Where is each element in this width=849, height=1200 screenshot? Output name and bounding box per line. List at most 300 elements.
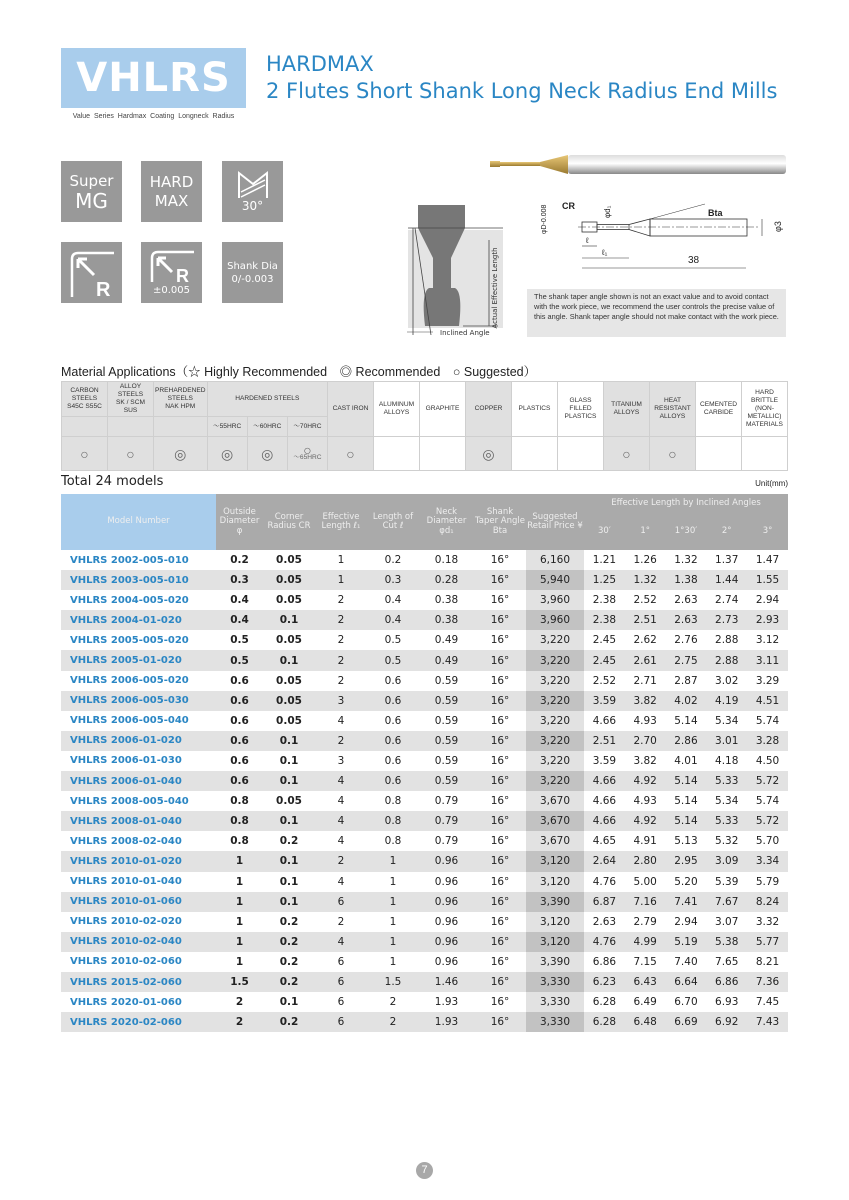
- cell-neck-diameter: 0.18: [434, 554, 459, 567]
- cell-outside-diameter: 0.5: [230, 634, 249, 647]
- cell-el-30min: 4.66: [584, 811, 625, 831]
- cell-el-3deg: 1.55: [747, 570, 788, 590]
- cell-effective-length: 4: [315, 932, 367, 952]
- col-retail-price: Suggested Retail Price ¥: [526, 494, 584, 550]
- tool-photo: [488, 150, 790, 180]
- cell-length-of-cut: 0.6: [384, 674, 402, 687]
- cell-effective-length: 4: [337, 875, 345, 888]
- cell-el-30min: 6.86: [592, 955, 617, 968]
- cell-retail-price: 3,220: [526, 630, 584, 650]
- cell-el-1deg: 3.82: [633, 754, 657, 767]
- cell-el-1deg: 4.99: [625, 932, 666, 952]
- cell-el-3deg: 7.36: [747, 972, 788, 992]
- svg-text:CR: CR: [562, 201, 575, 211]
- cell-model-number[interactable]: VHLRS 2010-01-020: [61, 851, 216, 871]
- cell-el-2deg: 2.73: [706, 610, 747, 630]
- cell-length-of-cut: 0.4: [367, 610, 419, 630]
- cell-effective-length: 2: [337, 594, 345, 607]
- mat-titanium: TITANIUM ALLOYS: [604, 382, 650, 437]
- table-row: [61, 872, 788, 892]
- radius-arrow-icon: [66, 247, 118, 299]
- cell-el-2deg: 6.92: [706, 1012, 747, 1032]
- super-mg-icon: [61, 161, 122, 222]
- cell-el-30min: 2.45: [584, 650, 625, 670]
- cell-length-of-cut: 0.6: [384, 714, 402, 727]
- table-row: [61, 711, 788, 731]
- col-angle-2deg: 2°: [706, 514, 747, 550]
- cell-corner-radius: 0.1: [279, 754, 299, 767]
- cell-length-of-cut: 0.3: [367, 570, 419, 590]
- cell-el-1deg: 1.26: [633, 554, 657, 567]
- mat-copper: COPPER: [466, 382, 512, 437]
- cell-el-3deg: 4.50: [755, 754, 780, 767]
- cell-model-number[interactable]: VHLRS 2008-005-040: [70, 795, 189, 807]
- cell-el-3deg: 5.72: [747, 771, 788, 791]
- cell-el-3deg: 5.77: [747, 932, 788, 952]
- cell-el-3deg: 7.45: [755, 996, 780, 1009]
- cell-length-of-cut: 1: [389, 955, 397, 968]
- icon-text: MAX: [154, 191, 189, 210]
- cell-outside-diameter: 2: [235, 996, 244, 1009]
- cell-model-number[interactable]: VHLRS 2004-01-020: [61, 610, 216, 630]
- cell-outside-diameter: 0.6: [230, 674, 249, 687]
- tool-dimension-drawing: [520, 200, 790, 275]
- cell-length-of-cut: 0.8: [384, 795, 402, 808]
- table-row: [61, 691, 788, 711]
- table-row: [61, 590, 788, 610]
- table-row: [61, 952, 788, 972]
- cell-el-1deg30: 5.19: [666, 932, 707, 952]
- mark-carbon: ○: [62, 437, 108, 471]
- cell-effective-length: 2: [315, 610, 367, 630]
- cell-el-30min: 4.65: [592, 835, 617, 848]
- cell-el-1deg30: 5.14: [666, 771, 707, 791]
- mat-alloy-steels: ALLOY STEELS SK / SCM SUS: [108, 382, 154, 417]
- series-logo-text: VHLRS: [76, 55, 231, 101]
- cell-shank-taper-angle: 16°: [474, 731, 526, 751]
- cell-model-number[interactable]: VHLRS 2010-01-040: [70, 876, 182, 888]
- shank-taper-note: The shank taper angle shown is not an exact value and to avoid contact with the work piece, we recommend the user controls the precise value of this angle. Shank taper angle should not make contact with the work piece.: [527, 289, 786, 337]
- hardmax-coating-icon: [141, 161, 202, 222]
- cell-retail-price: 3,220: [526, 751, 584, 771]
- cell-shank-taper-angle: 16°: [474, 811, 526, 831]
- cell-retail-price: 3,330: [526, 1012, 584, 1032]
- cell-corner-radius: 0.05: [276, 795, 302, 808]
- cell-length-of-cut: 1.5: [367, 972, 419, 992]
- cell-retail-price: 3,390: [526, 892, 584, 912]
- cell-el-1deg: 2.51: [625, 610, 666, 630]
- cell-el-3deg: 3.11: [747, 650, 788, 670]
- cell-model-number[interactable]: VHLRS 2006-01-030: [70, 755, 182, 767]
- cell-el-30min: 4.66: [592, 714, 617, 727]
- svg-text:Inclined Angle: Inclined Angle: [440, 329, 490, 337]
- cell-model-number[interactable]: VHLRS 2005-01-020: [61, 650, 216, 670]
- cell-outside-diameter: 1: [235, 955, 244, 968]
- cell-model-number[interactable]: VHLRS 2004-005-020: [70, 594, 189, 606]
- cell-model-number[interactable]: VHLRS 2006-005-040: [70, 715, 189, 727]
- cell-neck-diameter: 0.96: [434, 915, 459, 928]
- radius-tolerance-icon: [141, 242, 202, 303]
- cell-el-3deg: 4.51: [747, 691, 788, 711]
- cell-model-number[interactable]: VHLRS 2006-005-020: [70, 675, 189, 687]
- cell-retail-price: 3,330: [526, 972, 584, 992]
- cell-el-2deg: 5.38: [706, 932, 747, 952]
- cell-corner-radius: 0.05: [276, 674, 302, 687]
- cell-neck-diameter: 0.96: [434, 875, 459, 888]
- cell-neck-diameter: 0.49: [434, 634, 459, 647]
- table-row: [61, 892, 788, 912]
- cell-el-1deg30: 2.63: [674, 594, 698, 607]
- cell-el-3deg: 5.79: [755, 875, 780, 888]
- icon-text: MG: [75, 188, 108, 213]
- cell-neck-diameter: 0.38: [419, 610, 474, 630]
- cell-el-2deg: 7.65: [715, 955, 739, 968]
- icon-text: Shank Dia: [227, 260, 278, 272]
- mark-copper: ◎: [466, 437, 512, 471]
- cell-effective-length: 4: [337, 795, 345, 808]
- cell-el-2deg: 4.19: [706, 691, 747, 711]
- cell-shank-taper-angle: 16°: [490, 835, 510, 848]
- cell-length-of-cut: 0.6: [367, 731, 419, 751]
- cell-shank-taper-angle: 16°: [474, 650, 526, 670]
- cell-el-1deg: 6.43: [625, 972, 666, 992]
- cell-el-3deg: 3.34: [747, 851, 788, 871]
- cell-corner-radius: 0.1: [263, 811, 315, 831]
- cell-effective-length: 2: [337, 634, 345, 647]
- cell-outside-diameter: 1: [216, 851, 263, 871]
- table-row: [61, 731, 788, 751]
- cell-effective-length: 4: [337, 714, 345, 727]
- cell-el-3deg: 2.93: [747, 610, 788, 630]
- cell-length-of-cut: 1: [367, 851, 419, 871]
- cell-length-of-cut: 1: [367, 932, 419, 952]
- cell-retail-price: 3,670: [526, 811, 584, 831]
- icon-text: HARD: [149, 172, 194, 191]
- cell-el-1deg: 4.93: [633, 714, 657, 727]
- cell-corner-radius: 0.1: [279, 875, 299, 888]
- cell-outside-diameter: 0.8: [230, 835, 249, 848]
- col-inclined-angles: Effective Length by Inclined Angles: [584, 494, 788, 514]
- cell-el-30min: 6.28: [584, 1012, 625, 1032]
- cell-effective-length: 3: [337, 754, 345, 767]
- cell-el-30min: 6.28: [592, 996, 617, 1009]
- cell-effective-length: 2: [337, 915, 345, 928]
- icon-text: Super: [69, 171, 114, 190]
- cell-el-1deg: 7.16: [625, 892, 666, 912]
- cell-neck-diameter: 0.59: [419, 731, 474, 751]
- cell-el-2deg: 5.34: [715, 795, 739, 808]
- cell-retail-price: 3,390: [526, 952, 584, 972]
- col-effective-length: Effective Length ℓ₁: [315, 494, 367, 550]
- page-number: 7: [416, 1162, 433, 1179]
- cell-el-1deg30: 2.63: [666, 610, 707, 630]
- cell-model-number[interactable]: VHLRS 2006-005-030: [61, 691, 216, 711]
- inclined-angle-diagram: [403, 200, 511, 340]
- cell-el-3deg: 2.94: [755, 594, 780, 607]
- table-row: [61, 671, 788, 691]
- cell-el-3deg: 3.29: [755, 674, 780, 687]
- cell-model-number[interactable]: VHLRS 2010-02-020: [70, 916, 182, 928]
- cell-retail-price: 3,670: [526, 831, 584, 851]
- cell-shank-taper-angle: 16°: [474, 691, 526, 711]
- cell-model-number[interactable]: VHLRS 2020-02-060: [61, 1012, 216, 1032]
- cell-outside-diameter: 0.3: [216, 570, 263, 590]
- mat-hardened-steels: HARDENED STEELS: [207, 382, 327, 417]
- cell-retail-price: 3,220: [526, 771, 584, 791]
- cell-outside-diameter: 0.6: [230, 714, 249, 727]
- cell-retail-price: 6,160: [526, 550, 584, 570]
- cell-corner-radius: 0.05: [276, 594, 302, 607]
- cell-el-30min: 6.87: [584, 892, 625, 912]
- table-row: [61, 972, 788, 992]
- cell-el-3deg: 7.43: [747, 1012, 788, 1032]
- cell-corner-radius: 0.05: [263, 570, 315, 590]
- cell-el-2deg: 5.33: [706, 771, 747, 791]
- cell-el-3deg: 3.28: [747, 731, 788, 751]
- cell-el-30min: 6.23: [584, 972, 625, 992]
- mat-60hrc: ～60HRC: [247, 417, 287, 437]
- svg-text:φ3: φ3: [773, 221, 783, 232]
- svg-text:R: R: [175, 266, 189, 284]
- cell-el-3deg: 5.72: [747, 811, 788, 831]
- cell-corner-radius: 0.2: [263, 932, 315, 952]
- mark-cast-iron: ○: [328, 437, 374, 471]
- cell-length-of-cut: 0.5: [367, 650, 419, 670]
- cell-effective-length: 6: [337, 996, 345, 1009]
- cell-shank-taper-angle: 16°: [490, 594, 510, 607]
- mark-aluminum: [374, 437, 420, 471]
- cell-el-1deg30: 2.86: [666, 731, 707, 751]
- cell-el-3deg: 3.32: [755, 915, 780, 928]
- mat-70hrc: ～70HRC: [287, 417, 327, 437]
- mark-60hrc: ◎: [247, 437, 287, 471]
- cell-neck-diameter: 0.59: [434, 714, 459, 727]
- cell-length-of-cut: 2: [367, 1012, 419, 1032]
- icon-text: ±0.005: [152, 285, 190, 296]
- mat-cemented-carbide: CEMENTED CARBIDE: [696, 382, 742, 437]
- cell-corner-radius: 0.05: [276, 634, 302, 647]
- cell-retail-price: 3,960: [526, 590, 584, 610]
- cell-el-2deg: 2.88: [715, 634, 739, 647]
- col-outside-diameter: Outside Diameter φ: [216, 494, 263, 550]
- cell-effective-length: 6: [315, 1012, 367, 1032]
- cell-el-1deg: 3.82: [625, 691, 666, 711]
- material-applications-title: Material Applications（☆ Highly Recommended ◎ Recommended ○ Suggested）: [61, 365, 537, 379]
- cell-model-number[interactable]: VHLRS 2020-01-060: [70, 996, 182, 1008]
- cell-el-2deg: 1.44: [706, 570, 747, 590]
- svg-text:Bta: Bta: [708, 208, 723, 218]
- cell-el-1deg30: 5.14: [674, 795, 698, 808]
- helix-30-icon: [222, 161, 283, 222]
- cell-el-1deg30: 2.76: [674, 634, 698, 647]
- cell-model-number[interactable]: VHLRS 2010-02-040: [61, 932, 216, 952]
- cell-shank-taper-angle: 16°: [490, 955, 510, 968]
- cell-outside-diameter: 0.4: [230, 594, 249, 607]
- cell-neck-diameter: 0.59: [419, 691, 474, 711]
- cell-el-1deg30: 4.01: [674, 754, 698, 767]
- cell-el-1deg: 4.91: [633, 835, 657, 848]
- mark-carbide: [696, 437, 742, 471]
- cell-el-2deg: 5.33: [706, 811, 747, 831]
- cell-outside-diameter: 0.6: [216, 731, 263, 751]
- cell-shank-taper-angle: 16°: [490, 634, 510, 647]
- cell-model-number[interactable]: VHLRS 2015-02-060: [61, 972, 216, 992]
- cell-el-2deg: 2.74: [715, 594, 739, 607]
- cell-outside-diameter: 1: [235, 915, 244, 928]
- mat-55hrc: ～55HRC: [207, 417, 247, 437]
- cell-shank-taper-angle: 16°: [474, 610, 526, 630]
- cell-outside-diameter: 0.6: [230, 754, 249, 767]
- cell-model-number[interactable]: VHLRS 2003-005-010: [61, 570, 216, 590]
- product-title: 2 Flutes Short Shank Long Neck Radius End Mills: [266, 79, 778, 103]
- spec-table: [61, 494, 788, 1032]
- cell-neck-diameter: 1.93: [434, 996, 459, 1009]
- col-angle-1deg: 1°: [625, 514, 666, 550]
- cell-corner-radius: 0.05: [276, 714, 302, 727]
- cell-el-1deg30: 2.95: [666, 851, 707, 871]
- cell-el-3deg: 5.74: [755, 795, 780, 808]
- cell-shank-taper-angle: 16°: [490, 554, 510, 567]
- cell-el-1deg: 2.62: [633, 634, 657, 647]
- cell-model-number[interactable]: VHLRS 2008-01-040: [61, 811, 216, 831]
- cell-corner-radius: 0.1: [279, 996, 299, 1009]
- mat-heat-resistant: HEAT RESISTANT ALLOYS: [650, 382, 696, 437]
- col-angle-30min: 30′: [584, 514, 625, 550]
- cell-neck-diameter: 0.96: [419, 932, 474, 952]
- cell-shank-taper-angle: 16°: [490, 915, 510, 928]
- cell-model-number[interactable]: VHLRS 2010-02-060: [70, 956, 182, 968]
- cell-el-1deg30: 2.94: [674, 915, 698, 928]
- cell-el-30min: 3.59: [592, 754, 617, 767]
- col-angle-3deg: 3°: [747, 514, 788, 550]
- cell-corner-radius: 0.05: [263, 691, 315, 711]
- cell-el-2deg: 4.18: [715, 754, 739, 767]
- corner-radius-icon: [61, 242, 122, 303]
- cell-el-1deg: 6.49: [633, 996, 657, 1009]
- cell-retail-price: 3,120: [526, 912, 584, 932]
- table-row: [61, 992, 788, 1012]
- cell-model-number[interactable]: VHLRS 2002-005-010: [70, 554, 189, 566]
- unit-label: Unit(mm): [755, 479, 788, 488]
- cell-retail-price: 3,220: [526, 650, 584, 670]
- svg-text:ℓ: ℓ: [586, 236, 589, 245]
- cell-length-of-cut: 0.8: [367, 811, 419, 831]
- mark-heat: ○: [650, 437, 696, 471]
- cell-effective-length: 6: [337, 955, 345, 968]
- table-row: [61, 751, 788, 771]
- cell-retail-price: 3,330: [526, 992, 584, 1012]
- cell-corner-radius: 0.1: [263, 892, 315, 912]
- cell-el-2deg: 2.88: [706, 650, 747, 670]
- cell-corner-radius: 0.1: [263, 731, 315, 751]
- col-neck-diameter: Neck Diameter φd₁: [419, 494, 474, 550]
- cell-length-of-cut: 0.5: [384, 634, 402, 647]
- col-shank-taper-angle: Shank Taper Angle Bta: [474, 494, 526, 550]
- cell-neck-diameter: 0.79: [419, 811, 474, 831]
- cell-el-1deg30: 1.38: [666, 570, 707, 590]
- svg-text:ℓ₁: ℓ₁: [602, 248, 608, 257]
- cell-el-2deg: 3.02: [715, 674, 739, 687]
- cell-outside-diameter: 0.6: [216, 691, 263, 711]
- cell-el-3deg: 5.70: [755, 835, 780, 848]
- cell-model-number[interactable]: VHLRS 2008-02-040: [70, 835, 182, 847]
- cell-shank-taper-angle: 16°: [490, 795, 510, 808]
- cell-effective-length: 2: [337, 674, 345, 687]
- cell-outside-diameter: 0.2: [230, 554, 249, 567]
- mark-graphite: [420, 437, 466, 471]
- cell-corner-radius: 0.1: [263, 851, 315, 871]
- cell-model-number[interactable]: VHLRS 2005-005-020: [70, 634, 189, 646]
- cell-el-1deg30: 6.64: [666, 972, 707, 992]
- cell-el-3deg: 8.21: [755, 955, 780, 968]
- table-row: [61, 851, 788, 871]
- svg-text:φD-0.008: φD-0.008: [541, 204, 548, 234]
- cell-el-2deg: 6.86: [706, 972, 747, 992]
- cell-el-2deg: 3.07: [715, 915, 739, 928]
- cell-neck-diameter: 0.59: [434, 754, 459, 767]
- table-row: [61, 771, 788, 791]
- cell-retail-price: 3,220: [526, 711, 584, 731]
- cell-el-3deg: 5.74: [755, 714, 780, 727]
- cell-el-1deg: 2.80: [625, 851, 666, 871]
- mark-prehard: ◎: [154, 437, 208, 471]
- mark-plastics: [512, 437, 558, 471]
- cell-el-1deg30: 2.87: [674, 674, 698, 687]
- cell-el-1deg30: 7.40: [674, 955, 698, 968]
- cell-el-1deg: 5.00: [633, 875, 657, 888]
- mark-titanium: ○: [604, 437, 650, 471]
- svg-text:Actual Effective Length: Actual Effective Length: [491, 247, 499, 329]
- cell-el-2deg: 5.39: [715, 875, 739, 888]
- cell-shank-taper-angle: 16°: [474, 892, 526, 912]
- series-logo: [61, 48, 246, 108]
- cell-neck-diameter: 1.46: [419, 972, 474, 992]
- mat-prehardened-steels: PREHARDENED STEELS NAK HPM: [154, 382, 208, 417]
- cell-effective-length: 2: [315, 650, 367, 670]
- cell-el-30min: 2.38: [592, 594, 617, 607]
- cell-neck-diameter: 0.28: [419, 570, 474, 590]
- cell-model-number[interactable]: VHLRS 2006-01-040: [61, 771, 216, 791]
- cell-el-1deg30: 1.32: [674, 554, 698, 567]
- cell-el-2deg: 7.67: [706, 892, 747, 912]
- cell-shank-taper-angle: 16°: [490, 754, 510, 767]
- cell-corner-radius: 0.2: [263, 1012, 315, 1032]
- cell-shank-taper-angle: 16°: [490, 674, 510, 687]
- cell-length-of-cut: 1: [389, 915, 397, 928]
- cell-el-30min: 2.51: [584, 731, 625, 751]
- table-row: [61, 610, 788, 630]
- table-row: [61, 550, 788, 570]
- cell-el-30min: 2.45: [592, 634, 617, 647]
- cell-model-number[interactable]: VHLRS 2010-01-060: [61, 892, 216, 912]
- cell-corner-radius: 0.05: [276, 554, 302, 567]
- cell-effective-length: 4: [315, 811, 367, 831]
- cell-length-of-cut: 0.8: [384, 835, 402, 848]
- brand-title: HARDMAX: [266, 52, 374, 76]
- cell-shank-taper-angle: 16°: [490, 996, 510, 1009]
- cell-neck-diameter: 0.96: [419, 892, 474, 912]
- cell-el-1deg: 2.52: [633, 594, 657, 607]
- cell-el-30min: 2.63: [592, 915, 617, 928]
- cell-el-3deg: 8.24: [747, 892, 788, 912]
- cell-effective-length: 1: [315, 570, 367, 590]
- cell-el-1deg: 1.32: [625, 570, 666, 590]
- cell-el-1deg30: 5.20: [674, 875, 698, 888]
- cell-model-number[interactable]: VHLRS 2006-01-020: [61, 731, 216, 751]
- cell-outside-diameter: 0.6: [216, 771, 263, 791]
- cell-el-1deg30: 5.14: [674, 714, 698, 727]
- cell-neck-diameter: 0.38: [434, 594, 459, 607]
